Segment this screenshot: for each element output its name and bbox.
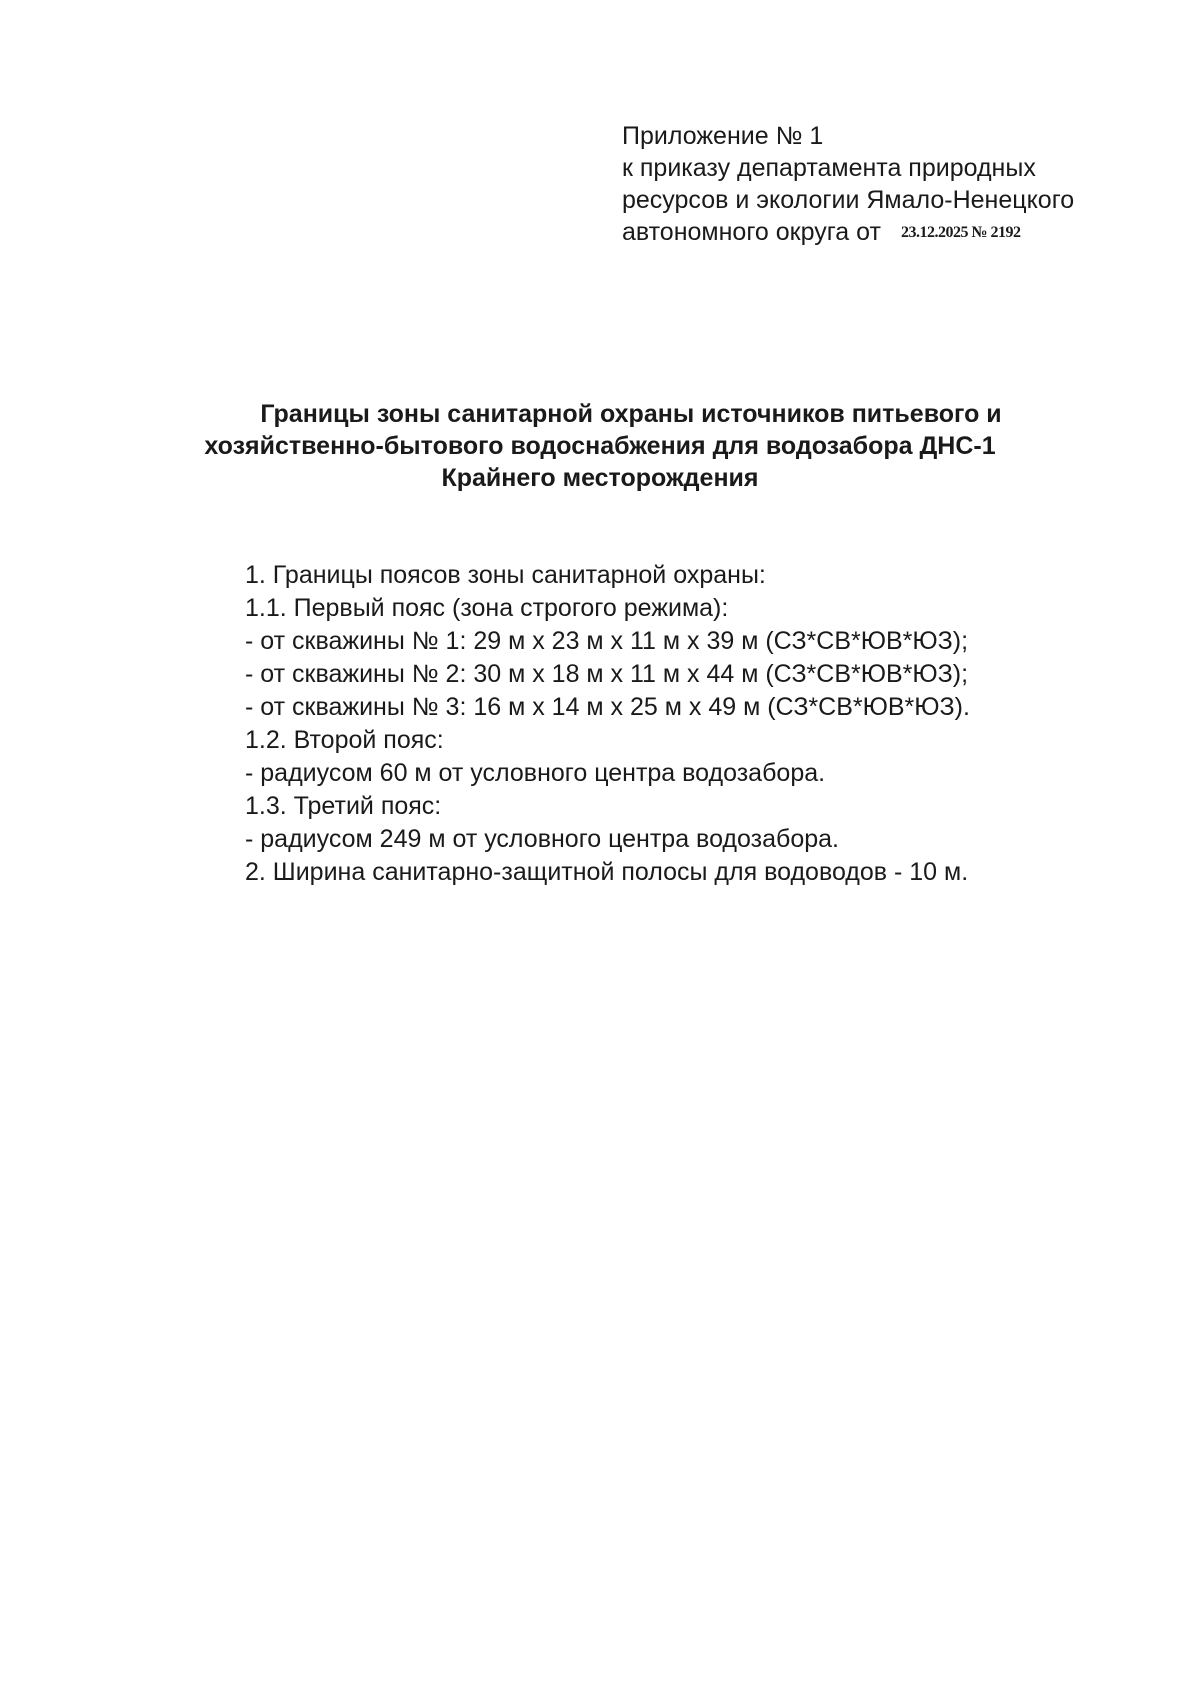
annex-okrug-text: автономного округа от <box>622 218 881 246</box>
annex-header <box>622 120 1162 252</box>
list-item: 2. Ширина санитарно-защитной полосы для водоводов - 10 м. <box>245 858 969 886</box>
list-item: 1.3. Третий пояс: <box>245 792 442 820</box>
order-date-number-stamp: 23.12.2025 № 2192 <box>900 224 1021 241</box>
list-item: 1.1. Первый пояс (зона строгого режима): <box>245 594 729 622</box>
list-item: 1. Границы поясов зоны санитарной охраны: <box>245 561 766 589</box>
annex-department-line: ресурсов и экологии Ямало-Ненецкого <box>622 186 1075 214</box>
zone-boundaries-list <box>245 559 1145 889</box>
annex-order-line: к приказу департамента природных <box>622 154 1036 182</box>
list-item: - радиусом 60 м от условного центра водозабора. <box>245 759 826 787</box>
list-item: - от скважины № 1: 29 м х 23 м х 11 м х 39 м (СЗ*СВ*ЮВ*ЮЗ); <box>245 627 969 655</box>
title-line-3: Крайнего месторождения <box>441 464 759 492</box>
list-item: - от скважины № 3: 16 м х 14 м х 25 м х 49 м (СЗ*СВ*ЮВ*ЮЗ). <box>245 693 970 721</box>
list-item: - от скважины № 2: 30 м х 18 м х 11 м х 44 м (СЗ*СВ*ЮВ*ЮЗ); <box>245 660 969 688</box>
title-line-2: хозяйственно-бытового водоснабжения для водозабора ДНС-1 <box>204 432 996 460</box>
annex-number: Приложение № 1 <box>622 122 824 150</box>
list-item: - радиусом 249 м от условного центра водозабора. <box>245 825 839 853</box>
title-line-1: Границы зоны санитарной охраны источников питьевого и <box>260 400 1002 428</box>
annex-date-line <box>622 216 1162 252</box>
list-item: 1.2. Второй пояс: <box>245 726 444 754</box>
document-title <box>150 398 1050 494</box>
